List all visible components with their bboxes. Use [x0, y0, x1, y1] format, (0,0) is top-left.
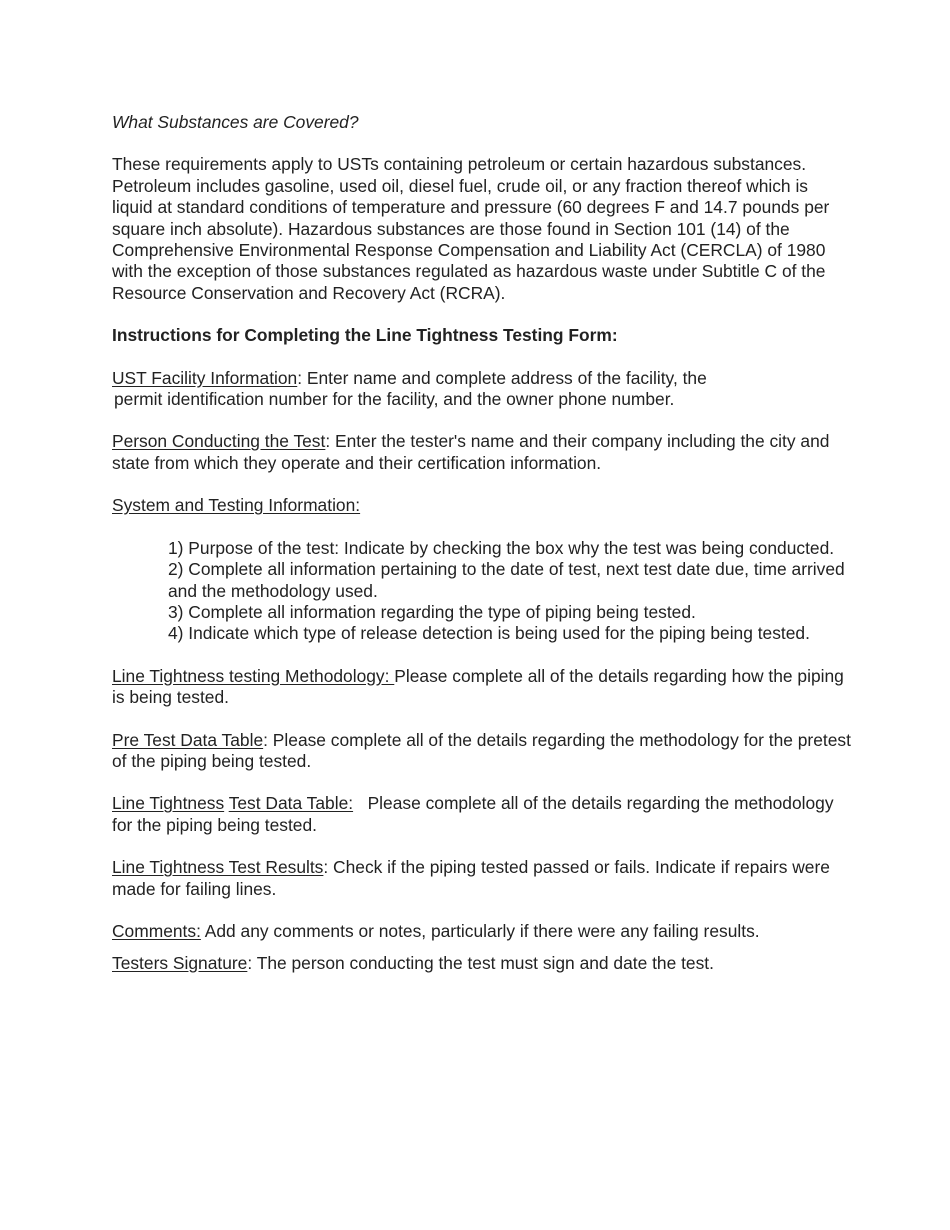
facility-info-label: UST Facility Information — [112, 367, 298, 388]
substances-paragraph: These requirements apply to USTs containing petroleum or certain hazardous substances. Petroleum includes gasoline, used oil, diesel fuel, crude oil, or any fraction thereof which is liquid at standard conditions of temperature and pressure (60 degrees F and 14.7 pounds per square inch absolute). Hazardous substances are those found in Section 101 (14) of the Comprehensive Environmental Response Compensation and Liability Act (CERCLA) of 1980 with the exception of those substances regulated as hazardous waste under Subtitle C of the Resource Conservation and Recovery Act (RCRA). — [112, 154, 830, 303]
signature-text: : The person conducting the test must sign and date the test. — [247, 953, 714, 974]
system-testing-list — [168, 538, 852, 645]
person-conducting-label: Person Conducting the Test — [112, 431, 326, 452]
comments-label: Comments: — [112, 920, 201, 941]
facility-info-block — [112, 368, 852, 411]
document-page — [112, 112, 852, 975]
signature-block — [112, 953, 852, 974]
test-data-label-b: Test Data Table: — [228, 793, 354, 814]
methodology-label: Line Tightness testing Methodology: — [112, 665, 395, 686]
methodology-text: Please complete all of the details regarding how the piping is being tested. — [112, 665, 844, 708]
instructions-heading: Instructions for Completing the Line Tightness Testing Form: — [112, 325, 618, 346]
signature-label: Testers Signature — [112, 953, 248, 974]
system-testing-label: System and Testing Information: — [112, 495, 361, 516]
comments-block — [112, 921, 852, 942]
pretest-block — [112, 730, 852, 773]
test-data-text: Please complete all of the details regarding the methodology for the piping being tested. — [112, 793, 839, 835]
results-label: Line Tightness Test Results — [112, 857, 324, 878]
list-item: 3) Complete all information regarding the type of piping being tested. — [168, 601, 696, 622]
methodology-block — [112, 666, 852, 709]
system-testing-block — [112, 495, 852, 516]
person-conducting-text: : Enter the tester's name and their company including the city and state from which they operate and their certification information. — [112, 431, 830, 473]
comments-text: Add any comments or notes, particularly if there were any failing results. — [200, 920, 760, 941]
list-item: 1) Purpose of the test: Indicate by checking the box why the test was being conducted. — [168, 537, 835, 558]
section-heading: What Substances are Covered? — [112, 112, 359, 132]
test-data-label-a: Line Tightness — [112, 793, 225, 814]
results-text: : Check if the piping tested passed or fails. Indicate if repairs were made for failing lines. — [112, 857, 830, 899]
list-item: 4) Indicate which type of release detection is being used for the piping being tested. — [168, 623, 810, 644]
facility-info-text-line1: : Enter name and complete address of the facility, the — [297, 367, 707, 388]
person-conducting-block — [112, 431, 852, 474]
results-block — [112, 857, 852, 900]
pretest-text: : Please complete all of the details regarding the methodology for the pretest of the piping being tested. — [112, 729, 851, 771]
facility-info-text-line2: permit identification number for the facility, and the owner phone number. — [114, 389, 675, 410]
pretest-label: Pre Test Data Table — [112, 729, 264, 750]
list-item: 2) Complete all information pertaining to the date of test, next test date due, time arrived and the methodology used. — [168, 559, 845, 601]
test-data-block — [112, 793, 852, 836]
